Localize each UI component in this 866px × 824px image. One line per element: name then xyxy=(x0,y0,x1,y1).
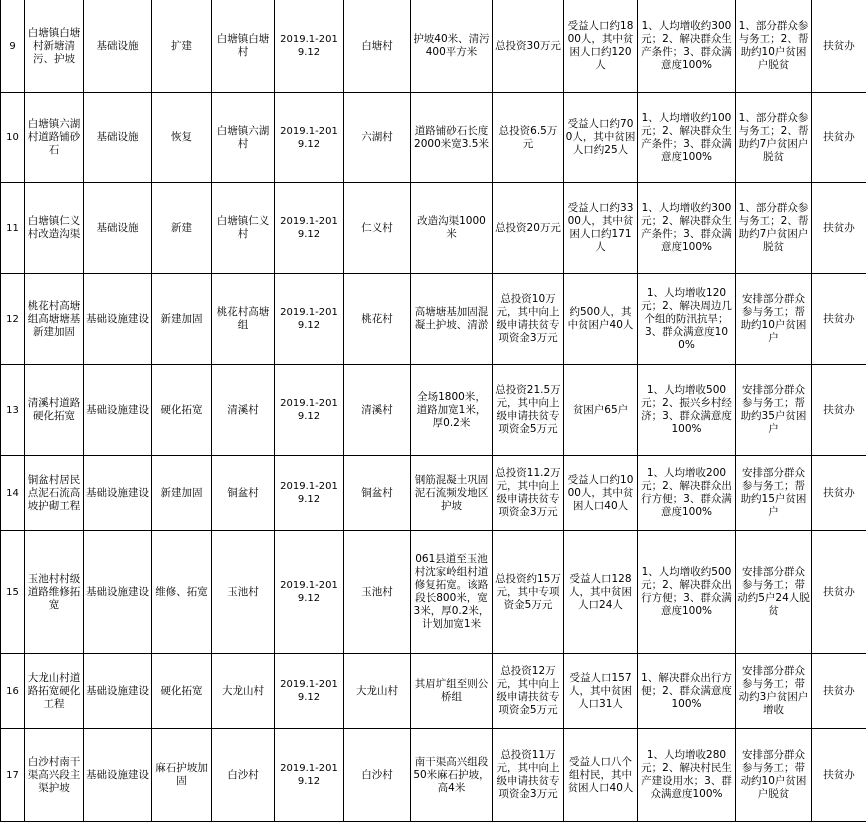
investment-cell: 总投资21.5万元，其中向上级申请扶贫专项资金5万元 xyxy=(493,365,564,456)
project-name-cell: 铜盆村居民点泥石流高坡护砌工程 xyxy=(25,456,84,531)
project-name-cell: 大龙山村道路拓宽硬化工程 xyxy=(25,654,84,729)
investment-cell: 总投资10万元，其中向上级申请扶贫专项资金3万元 xyxy=(493,274,564,365)
project-type-cell: 基础设施建设 xyxy=(84,729,152,822)
project-location-cell: 铜盆村 xyxy=(212,456,275,531)
build-nature-cell: 硬化拓宽 xyxy=(152,365,212,456)
table-row xyxy=(1,654,866,729)
row-number-cell: 16 xyxy=(1,654,25,729)
project-type-cell: 基础设施建设 xyxy=(84,531,152,654)
benefit-mechanism-cell: 安排部分群众参与务工；帮助约10户贫困户 xyxy=(736,274,812,365)
project-name-cell: 玉池村村级道路维修拓宽 xyxy=(25,531,84,654)
responsible-dept-cell: 扶贫办 xyxy=(812,183,866,274)
expected-outcome-cell: 1、人均增收约100元；2、解决群众生产条件；3、群众满意度100% xyxy=(638,93,736,183)
beneficiaries-cell: 约500人，其中贫困户40人 xyxy=(564,274,638,365)
project-content-cell: 钢筋混凝土巩固泥石流频发地区护坡 xyxy=(411,456,493,531)
project-content-cell: 改造沟渠1000米 xyxy=(411,183,493,274)
row-number-cell: 10 xyxy=(1,93,25,183)
responsible-dept-cell: 扶贫办 xyxy=(812,93,866,183)
project-period-cell: 2019.1-2019.12 xyxy=(275,93,344,183)
benefit-mechanism-cell: 安排部分群众参与务工；帮助约35户贫困户 xyxy=(736,365,812,456)
expected-outcome-cell: 1、人均增收200元；2、解决群众出行方便；3、群众满意度100% xyxy=(638,456,736,531)
build-nature-cell: 麻石护坡加固 xyxy=(152,729,212,822)
beneficiaries-cell: 贫困户65户 xyxy=(564,365,638,456)
benefit-mechanism-cell: 安排部分群众参与务工；带动约5户24人脱贫 xyxy=(736,531,812,654)
responsible-dept-cell: 扶贫办 xyxy=(812,531,866,654)
responsible-dept-cell: 扶贫办 xyxy=(812,456,866,531)
village-cell: 仁义村 xyxy=(344,183,411,274)
build-nature-cell: 恢复 xyxy=(152,93,212,183)
table-row xyxy=(1,0,866,93)
village-cell: 白沙村 xyxy=(344,729,411,822)
investment-cell: 总投资11万元，其中向上级申请扶贫专项资金3万元 xyxy=(493,729,564,822)
table-row xyxy=(1,729,866,822)
table-row xyxy=(1,93,866,183)
benefit-mechanism-cell: 安排部分群众参与务工；帮助约15户贫困户 xyxy=(736,456,812,531)
row-number-cell: 13 xyxy=(1,365,25,456)
project-type-cell: 基础设施建设 xyxy=(84,456,152,531)
beneficiaries-cell: 受益人口约1800人，其中贫困人口约120人 xyxy=(564,0,638,93)
beneficiaries-cell: 受益人口128人，其中贫困人口24人 xyxy=(564,531,638,654)
expected-outcome-cell: 1、人均增收280元；2、解决村民生产建设用水；3、群众满意度100% xyxy=(638,729,736,822)
row-number-cell: 9 xyxy=(1,0,25,93)
responsible-dept-cell: 扶贫办 xyxy=(812,274,866,365)
responsible-dept-cell: 扶贫办 xyxy=(812,365,866,456)
project-location-cell: 桃花村高塘组 xyxy=(212,274,275,365)
benefit-mechanism-cell: 1、部分群众参与务工；2、帮助约7户贫困户脱贫 xyxy=(736,183,812,274)
benefit-mechanism-cell: 安排部分群众参与务工；带动约3户贫困户增收 xyxy=(736,654,812,729)
beneficiaries-cell: 受益人口约3300人，其中贫困人口约171人 xyxy=(564,183,638,274)
project-location-cell: 清溪村 xyxy=(212,365,275,456)
responsible-dept-cell: 扶贫办 xyxy=(812,654,866,729)
expected-outcome-cell: 1、解决群众出行方便；2、群众满意度100% xyxy=(638,654,736,729)
village-cell: 玉池村 xyxy=(344,531,411,654)
expected-outcome-cell: 1、人均增收约500元；2、解决群众出行方便；3、群众满意度100% xyxy=(638,531,736,654)
project-name-cell: 白塘镇六湖村道路铺砂石 xyxy=(25,93,84,183)
project-content-cell: 道路铺砂石长度2000米宽3.5米 xyxy=(411,93,493,183)
build-nature-cell: 扩建 xyxy=(152,0,212,93)
project-name-cell: 清溪村道路硬化拓宽 xyxy=(25,365,84,456)
benefit-mechanism-cell: 1、部分群众参与务工；2、帮助约10户贫困户脱贫 xyxy=(736,0,812,93)
project-period-cell: 2019.1-2019.12 xyxy=(275,729,344,822)
benefit-mechanism-cell: 安排部分群众参与务工；带动约10户贫困户脱贫 xyxy=(736,729,812,822)
project-type-cell: 基础设施建设 xyxy=(84,654,152,729)
project-content-cell: 护坡40米、清污400平方米 xyxy=(411,0,493,93)
project-location-cell: 白塘镇白塘村 xyxy=(212,0,275,93)
project-content-cell: 高塘塘基加固混凝土护坡、清淤 xyxy=(411,274,493,365)
beneficiaries-cell: 受益人口约700人，其中贫困人口约25人 xyxy=(564,93,638,183)
investment-cell: 总投资11.2万元，其中向上级申请扶贫专项资金3万元 xyxy=(493,456,564,531)
project-location-cell: 白塘镇六湖村 xyxy=(212,93,275,183)
project-location-cell: 大龙山村 xyxy=(212,654,275,729)
beneficiaries-cell: 受益人口八个组村民，其中贫困人口40人 xyxy=(564,729,638,822)
project-name-cell: 白塘镇白塘村新塘清污、护坡 xyxy=(25,0,84,93)
project-location-cell: 白沙村 xyxy=(212,729,275,822)
row-number-cell: 11 xyxy=(1,183,25,274)
project-period-cell: 2019.1-2019.12 xyxy=(275,654,344,729)
project-period-cell: 2019.1-2019.12 xyxy=(275,531,344,654)
project-content-cell: 061县道至玉池村沈家岭组村道修复拓宽。该路段长800米，宽3米，厚0.2米，计划加宽1米 xyxy=(411,531,493,654)
village-cell: 铜盆村 xyxy=(344,456,411,531)
table-row xyxy=(1,531,866,654)
build-nature-cell: 硬化拓宽 xyxy=(152,654,212,729)
project-period-cell: 2019.1-2019.12 xyxy=(275,365,344,456)
investment-cell: 总投资12万元，其中向上级申请扶贫专项资金5万元 xyxy=(493,654,564,729)
row-number-cell: 12 xyxy=(1,274,25,365)
project-type-cell: 基础设施 xyxy=(84,93,152,183)
build-nature-cell: 新建加固 xyxy=(152,456,212,531)
project-location-cell: 白塘镇仁义村 xyxy=(212,183,275,274)
responsible-dept-cell: 扶贫办 xyxy=(812,729,866,822)
project-name-cell: 白塘镇仁义村改造沟渠 xyxy=(25,183,84,274)
project-name-cell: 桃花村高塘组高塘塘基新建加固 xyxy=(25,274,84,365)
village-cell: 清溪村 xyxy=(344,365,411,456)
village-cell: 六湖村 xyxy=(344,93,411,183)
expected-outcome-cell: 1、人均增收500元；2、振兴乡村经济；3、群众满意度100% xyxy=(638,365,736,456)
benefit-mechanism-cell: 1、部分群众参与务工；2、帮助约7户贫困户脱贫 xyxy=(736,93,812,183)
project-period-cell: 2019.1-2019.12 xyxy=(275,183,344,274)
project-location-cell: 玉池村 xyxy=(212,531,275,654)
build-nature-cell: 新建加固 xyxy=(152,274,212,365)
responsible-dept-cell: 扶贫办 xyxy=(812,0,866,93)
project-content-cell: 其眉圹组至则公桥组 xyxy=(411,654,493,729)
table-row xyxy=(1,183,866,274)
project-type-cell: 基础设施建设 xyxy=(84,365,152,456)
project-name-cell: 白沙村南干渠高兴段主渠护坡 xyxy=(25,729,84,822)
investment-cell: 总投资30万元 xyxy=(493,0,564,93)
village-cell: 白塘村 xyxy=(344,0,411,93)
row-number-cell: 15 xyxy=(1,531,25,654)
row-number-cell: 14 xyxy=(1,456,25,531)
expected-outcome-cell: 1、人均增收约300元；2、解决群众生产条件；3、群众满意度100% xyxy=(638,183,736,274)
village-cell: 大龙山村 xyxy=(344,654,411,729)
table-row xyxy=(1,274,866,365)
build-nature-cell: 新建 xyxy=(152,183,212,274)
village-cell: 桃花村 xyxy=(344,274,411,365)
project-content-cell: 南干渠高兴组段50米麻石护坡，高4米 xyxy=(411,729,493,822)
project-content-cell: 全场1800米，道路加宽1米，厚0.2米 xyxy=(411,365,493,456)
table-row xyxy=(1,365,866,456)
project-type-cell: 基础设施 xyxy=(84,0,152,93)
build-nature-cell: 维修、拓宽 xyxy=(152,531,212,654)
project-type-cell: 基础设施建设 xyxy=(84,274,152,365)
project-period-cell: 2019.1-2019.12 xyxy=(275,274,344,365)
table-row xyxy=(1,456,866,531)
investment-cell: 总投资约15万元，其中专项资金5万元 xyxy=(493,531,564,654)
row-number-cell: 17 xyxy=(1,729,25,822)
project-period-cell: 2019.1-2019.12 xyxy=(275,456,344,531)
expected-outcome-cell: 1、人均增收约300元；2、解决群众生产条件；3、群众满意度100% xyxy=(638,0,736,93)
beneficiaries-cell: 受益人口157人，其中贫困人口31人 xyxy=(564,654,638,729)
investment-cell: 总投资6.5万元 xyxy=(493,93,564,183)
project-period-cell: 2019.1-2019.12 xyxy=(275,0,344,93)
project-type-cell: 基础设施 xyxy=(84,183,152,274)
expected-outcome-cell: 1、人均增收120元；2、解决周边几个组的防汛抗旱；3、群众满意度100% xyxy=(638,274,736,365)
beneficiaries-cell: 受益人口约1000人，其中贫困人口40人 xyxy=(564,456,638,531)
investment-cell: 总投资20万元 xyxy=(493,183,564,274)
